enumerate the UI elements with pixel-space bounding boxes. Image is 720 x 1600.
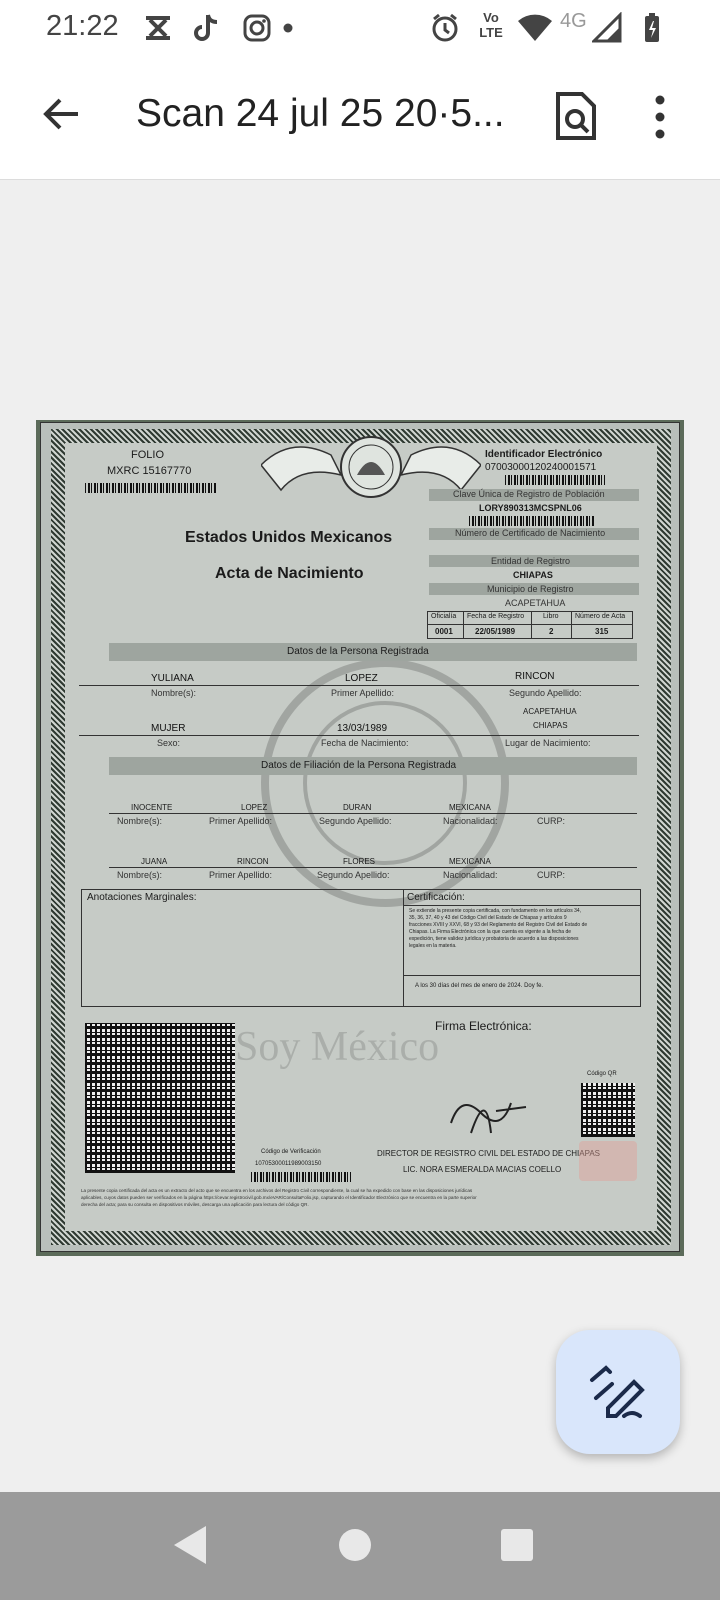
filiation-section-title: Datos de Filiación de la Persona Registrada (261, 760, 457, 771)
father-second-surname-label: Segundo Apellido: (319, 816, 392, 826)
annotations-label: Anotaciones Marginales: (87, 892, 197, 903)
father-first-surname: LOPEZ (241, 803, 268, 812)
scanned-page[interactable] (36, 420, 684, 1256)
father-first-surname-label: Primer Apellido: (209, 816, 273, 826)
curp-value: LORY890313MCSPNL06 (479, 503, 582, 513)
cross-app-icon (142, 12, 174, 44)
registry-book: 2 (549, 627, 554, 636)
registry-header-act: Número de Acta (575, 613, 626, 620)
person-second-surname: RINCON (515, 671, 555, 682)
instagram-icon (242, 12, 272, 44)
certification-line: 35, 36, 37, 40 y 43 del Código Civil del Estado de Chiapas y artículos 9 (409, 915, 567, 921)
watermark-text: Soy México (235, 1024, 440, 1070)
mother-curp-label: CURP: (537, 870, 566, 880)
verification-label: Código de Verificación (261, 1149, 321, 1155)
status-time: 21:22 (46, 10, 119, 42)
electronic-id-value: 07003000120240001571 (485, 462, 597, 473)
mother-second-surname: FLORES (343, 857, 376, 866)
signature-label: Firma Electrónica: (435, 1019, 532, 1033)
municipality-value: ACAPETAHUA (505, 598, 566, 608)
navigation-bar (0, 1492, 720, 1600)
footer-line: aplicables, cuyos datos pueden ser verificados en la página https://cevar.registrocivil.gob.mx/eVAR/ConsultaFolio.jsp, capturando el Identificador Electrónico que se encuentra en la parte superior (81, 1195, 477, 1200)
certification-line: Se extiende la presente copia certificada, con fundamento en los artículos 34, (409, 908, 582, 914)
person-birth-date: 13/03/1989 (337, 723, 388, 734)
qr-label: Código QR (587, 1071, 617, 1077)
person-birth-date-label: Fecha de Nacimiento: (321, 738, 409, 748)
person-sex-label: Sexo: (157, 738, 181, 748)
footer-line: La presente copia certificada del acta es un extracto del acto que se encuentra en los archivos del Registro Civil correspondiente, la cual se ha expedido con base en las disposiciones jurídicas (81, 1188, 473, 1193)
large-qr-code (85, 1023, 235, 1173)
document-search-icon[interactable] (552, 90, 600, 142)
mother-names-label: Nombre(s): (117, 870, 163, 880)
mother-nationality-label: Nacionalidad: (443, 870, 498, 880)
nav-back-icon[interactable] (172, 1524, 208, 1566)
more-vert-icon[interactable] (650, 92, 670, 142)
director-name: LIC. NORA ESMERALDA MACIAS COELLO (403, 1165, 562, 1174)
registry-office: 0001 (435, 627, 453, 636)
certificate-title: Acta de Nacimiento (215, 565, 364, 582)
network-label: 4G (560, 10, 587, 32)
volte-top: Vo (483, 10, 499, 25)
person-first-surname-label: Primer Apellido: (331, 688, 395, 698)
registry-act: 315 (595, 627, 609, 636)
entity-label: Entidad de Registro (491, 556, 571, 566)
status-bar (0, 0, 720, 56)
registry-header-date: Fecha de Registro (467, 613, 525, 620)
electronic-id-label: Identificador Electrónico (485, 449, 603, 460)
mother-first-surname-label: Primer Apellido: (209, 870, 273, 880)
certification-label: Certificación: (407, 892, 465, 903)
verification-barcode (251, 1172, 351, 1182)
person-names-label: Nombre(s): (151, 688, 197, 698)
person-names: YULIANA (151, 673, 194, 684)
father-nationality-label: Nacionalidad: (443, 816, 498, 826)
person-birth-place-label: Lugar de Nacimiento: (505, 738, 591, 748)
mother-first-surname: RINCON (237, 857, 269, 866)
father-curp-label: CURP: (537, 816, 566, 826)
volte-bottom: LTE (479, 25, 503, 40)
signal-icon (592, 12, 624, 44)
nav-recents-icon[interactable] (500, 1528, 534, 1562)
certificate-body (65, 443, 657, 1231)
mother-second-surname-label: Segundo Apellido: (317, 870, 390, 880)
document-title: Scan 24 jul 25 20·5... (136, 92, 505, 135)
entity-value: CHIAPAS (513, 570, 553, 580)
certification-line: expedición, tiene validez jurídica y probatoria de acuerdo a las disposiciones (409, 936, 579, 942)
municipality-label: Municipio de Registro (487, 584, 574, 594)
certification-line: legales en la materia. (409, 943, 457, 949)
father-names-label: Nombre(s): (117, 816, 163, 826)
folio-label: FOLIO (131, 449, 165, 461)
birth-place-line2: CHIAPAS (533, 721, 568, 730)
person-section-title: Datos de la Persona Registrada (287, 646, 429, 657)
registry-header-book: Libro (543, 613, 559, 620)
cert-number-label: Número de Certificado de Nacimiento (455, 528, 606, 538)
person-sex: MUJER (151, 723, 186, 734)
arrow-left-icon[interactable] (38, 90, 86, 138)
certification-line: fracciones XVIII y XXVI, 68 y 93 del Reglamento del Registro Civil del Estado de (409, 922, 588, 928)
registry-header-office: Oficialía (431, 613, 457, 620)
volte-icon (474, 10, 508, 40)
nav-home-icon[interactable] (338, 1528, 372, 1562)
wifi-icon (516, 12, 554, 44)
alarm-icon (430, 12, 460, 44)
folio-value: MXRC 15167770 (107, 465, 192, 477)
legal-footer (81, 1187, 641, 1215)
battery-icon (642, 12, 662, 44)
father-names: INOCENTE (131, 803, 173, 812)
edit-pen-icon (556, 1330, 680, 1454)
director-title: DIRECTOR DE REGISTRO CIVIL DEL ESTADO DE CHIAPAS (377, 1149, 601, 1158)
folio-barcode (85, 483, 217, 493)
person-first-surname: LOPEZ (345, 673, 378, 684)
signature-icon (441, 1083, 531, 1139)
birth-certificate (40, 422, 680, 1252)
mother-names: JUANA (141, 857, 168, 866)
verification-value: 1070530001198900315​0 (255, 1161, 322, 1167)
person-second-surname-label: Segundo Apellido: (509, 688, 582, 698)
father-second-surname: DURAN (343, 803, 372, 812)
certification-text (409, 908, 639, 974)
small-qr-code (581, 1083, 635, 1137)
issue-date: A los 30 días del mes de enero de 2024. Doy fe. (415, 983, 544, 989)
edit-fab-button[interactable] (556, 1330, 680, 1454)
birth-place-line1: ACAPETAHUA (523, 707, 577, 716)
father-nationality: MEXICANA (449, 803, 491, 812)
certification-line: Chiapas. La Firma Electrónica con la que cuenta es vigente a la fecha de (409, 929, 572, 935)
footer-line: derecha del acta; para su consulta en dispositivos móviles, descarga una aplicación para lectura del código QR. (81, 1202, 309, 1207)
curp-barcode (469, 516, 595, 526)
tiktok-icon (192, 12, 222, 44)
id-barcode (505, 475, 605, 485)
mother-nationality: MEXICANA (449, 857, 491, 866)
seal-stamp (579, 1141, 637, 1181)
dot-icon (282, 12, 294, 44)
app-bar (0, 56, 720, 180)
registry-date: 22/05/1989 (475, 627, 516, 636)
country-name: Estados Unidos Mexicanos (185, 529, 393, 546)
curp-label: Clave Única de Registro de Población (453, 489, 605, 499)
